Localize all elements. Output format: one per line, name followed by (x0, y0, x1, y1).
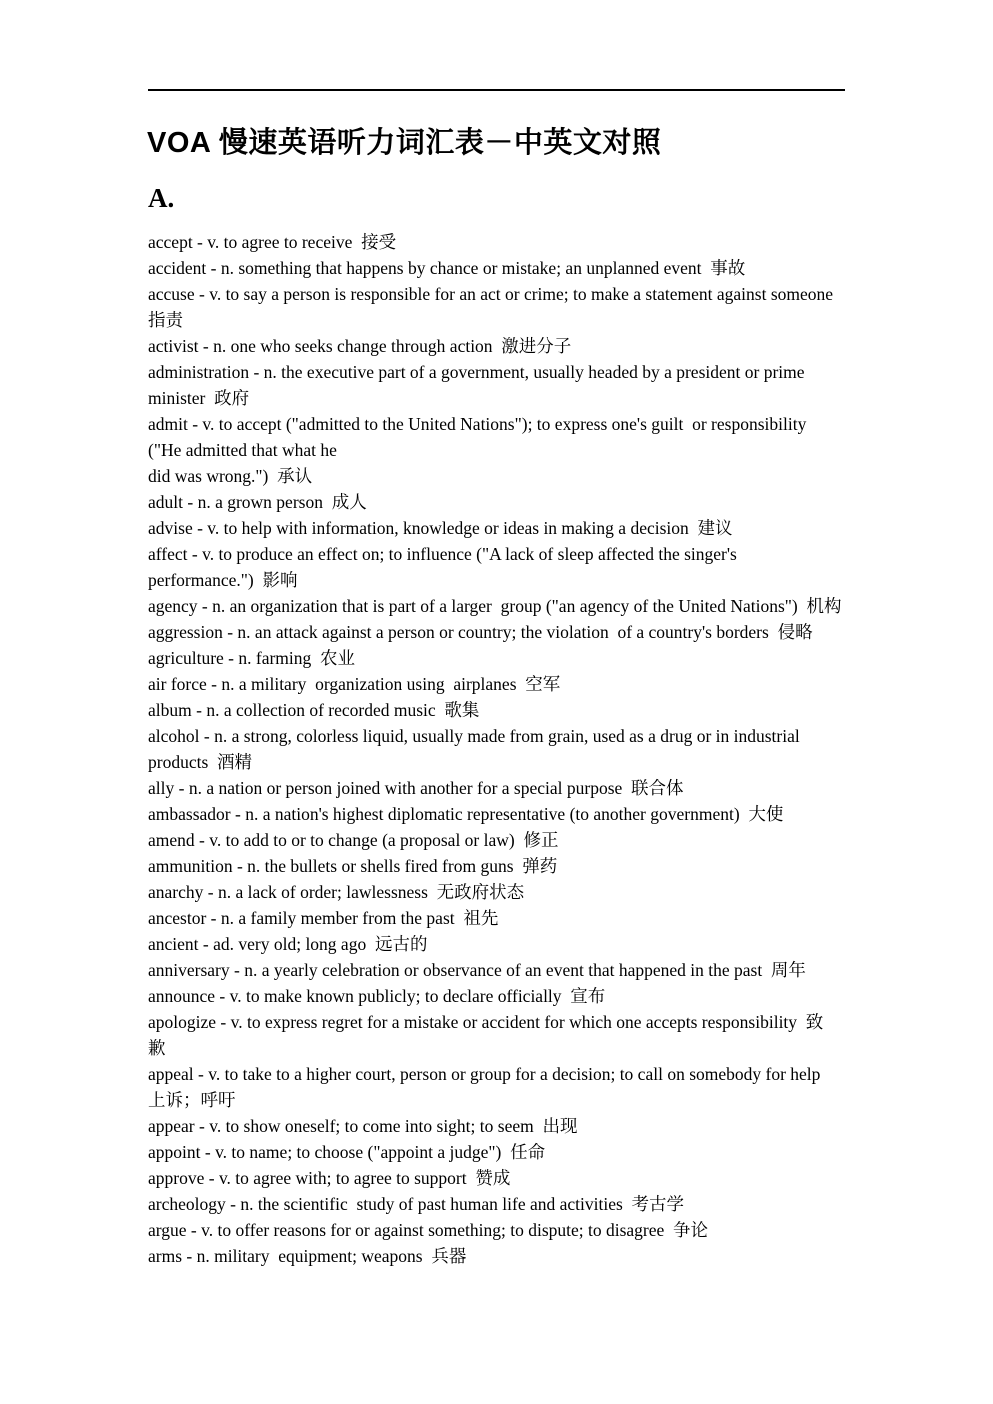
vocab-line: appear - v. to show oneself; to come into sight; to seem 出现 (148, 1116, 578, 1136)
vocab-line: album - n. a collection of recorded music 歌集 (148, 700, 480, 720)
vocab-line: amend - v. to add to or to change (a proposal or law) 修正 (148, 830, 559, 850)
vocab-line: accept - v. to agree to receive 接受 (148, 232, 397, 252)
vocab-line: archeology - n. the scientific study of past human life and activities 考古学 (148, 1194, 685, 1214)
section-heading-a: A. (148, 183, 175, 213)
vocab-line: ancient - ad. very old; long ago 远古的 (148, 934, 428, 954)
vocab-line: ammunition - n. the bullets or shells fired from guns 弹药 (148, 856, 558, 876)
vocab-line: ally - n. a nation or person joined with another for a special purpose 联合体 (148, 778, 684, 798)
vocab-line: products 酒精 (148, 752, 253, 772)
vocab-line: argue - v. to offer reasons for or against something; to dispute; to disagree 争论 (148, 1220, 709, 1240)
vocab-line: advise - v. to help with information, knowledge or ideas in making a decision 建议 (148, 518, 733, 538)
vocab-line: ancestor - n. a family member from the past 祖先 (148, 908, 499, 928)
vocab-line: arms - n. military equipment; weapons 兵器 (148, 1246, 467, 1266)
vocab-line: activist - n. one who seeks change through action 激进分子 (148, 336, 572, 356)
vocab-line: agriculture - n. farming 农业 (148, 648, 356, 668)
vocab-line: 上诉；呼吁 (148, 1090, 236, 1110)
vocab-list (148, 229, 928, 1269)
vocab-line: aggression - n. an attack against a person or country; the violation of a country's borders 侵略 (148, 622, 813, 642)
vocab-line: accuse - v. to say a person is responsible for an act or crime; to make a statement against someone (148, 284, 834, 304)
vocab-line: appeal - v. to take to a higher court, person or group for a decision; to call on somebody for help (148, 1064, 821, 1084)
vocab-line: adult - n. a grown person 成人 (148, 492, 367, 512)
vocab-line: alcohol - n. a strong, colorless liquid, usually made from grain, used as a drug or in industrial (148, 726, 800, 746)
vocab-line: 指责 (148, 310, 183, 330)
vocab-line: accident - n. something that happens by chance or mistake; an unplanned event 事故 (148, 258, 746, 278)
vocab-line: admit - v. to accept ("admitted to the United Nations"); to express one's guilt or responsibility (148, 414, 807, 434)
top-divider (148, 89, 845, 91)
vocab-line: anniversary - n. a yearly celebration or observance of an event that happened in the past 周年 (148, 960, 806, 980)
vocab-line: appoint - v. to name; to choose ("appoint a judge") 任命 (148, 1142, 546, 1162)
vocab-line: agency - n. an organization that is part of a larger group ("an agency of the United Nations") 机构 (148, 596, 842, 616)
vocab-line: anarchy - n. a lack of order; lawlessness 无政府状态 (148, 882, 525, 902)
vocab-line: administration - n. the executive part of a government, usually headed by a president or prime (148, 362, 805, 382)
vocab-line: minister 政府 (148, 388, 250, 408)
vocab-line: announce - v. to make known publicly; to declare officially 宣布 (148, 986, 606, 1006)
vocab-line: did was wrong.") 承认 (148, 466, 313, 486)
page-title: VOA 慢速英语听力词汇表－中英文对照 (147, 127, 662, 159)
vocab-line: affect - v. to produce an effect on; to influence ("A lack of sleep affected the singer's (148, 544, 737, 564)
vocab-line: 歉 (148, 1038, 166, 1058)
vocab-line: approve - v. to agree with; to agree to support 赞成 (148, 1168, 511, 1188)
vocab-line: air force - n. a military organization using airplanes 空军 (148, 674, 561, 694)
vocab-line: ("He admitted that what he (148, 440, 337, 460)
vocab-line: apologize - v. to express regret for a mistake or accident for which one accepts responsibility 致 (148, 1012, 824, 1032)
vocab-line: performance.") 影响 (148, 570, 298, 590)
vocab-line: ambassador - n. a nation's highest diplomatic representative (to another government) 大使 (148, 804, 784, 824)
